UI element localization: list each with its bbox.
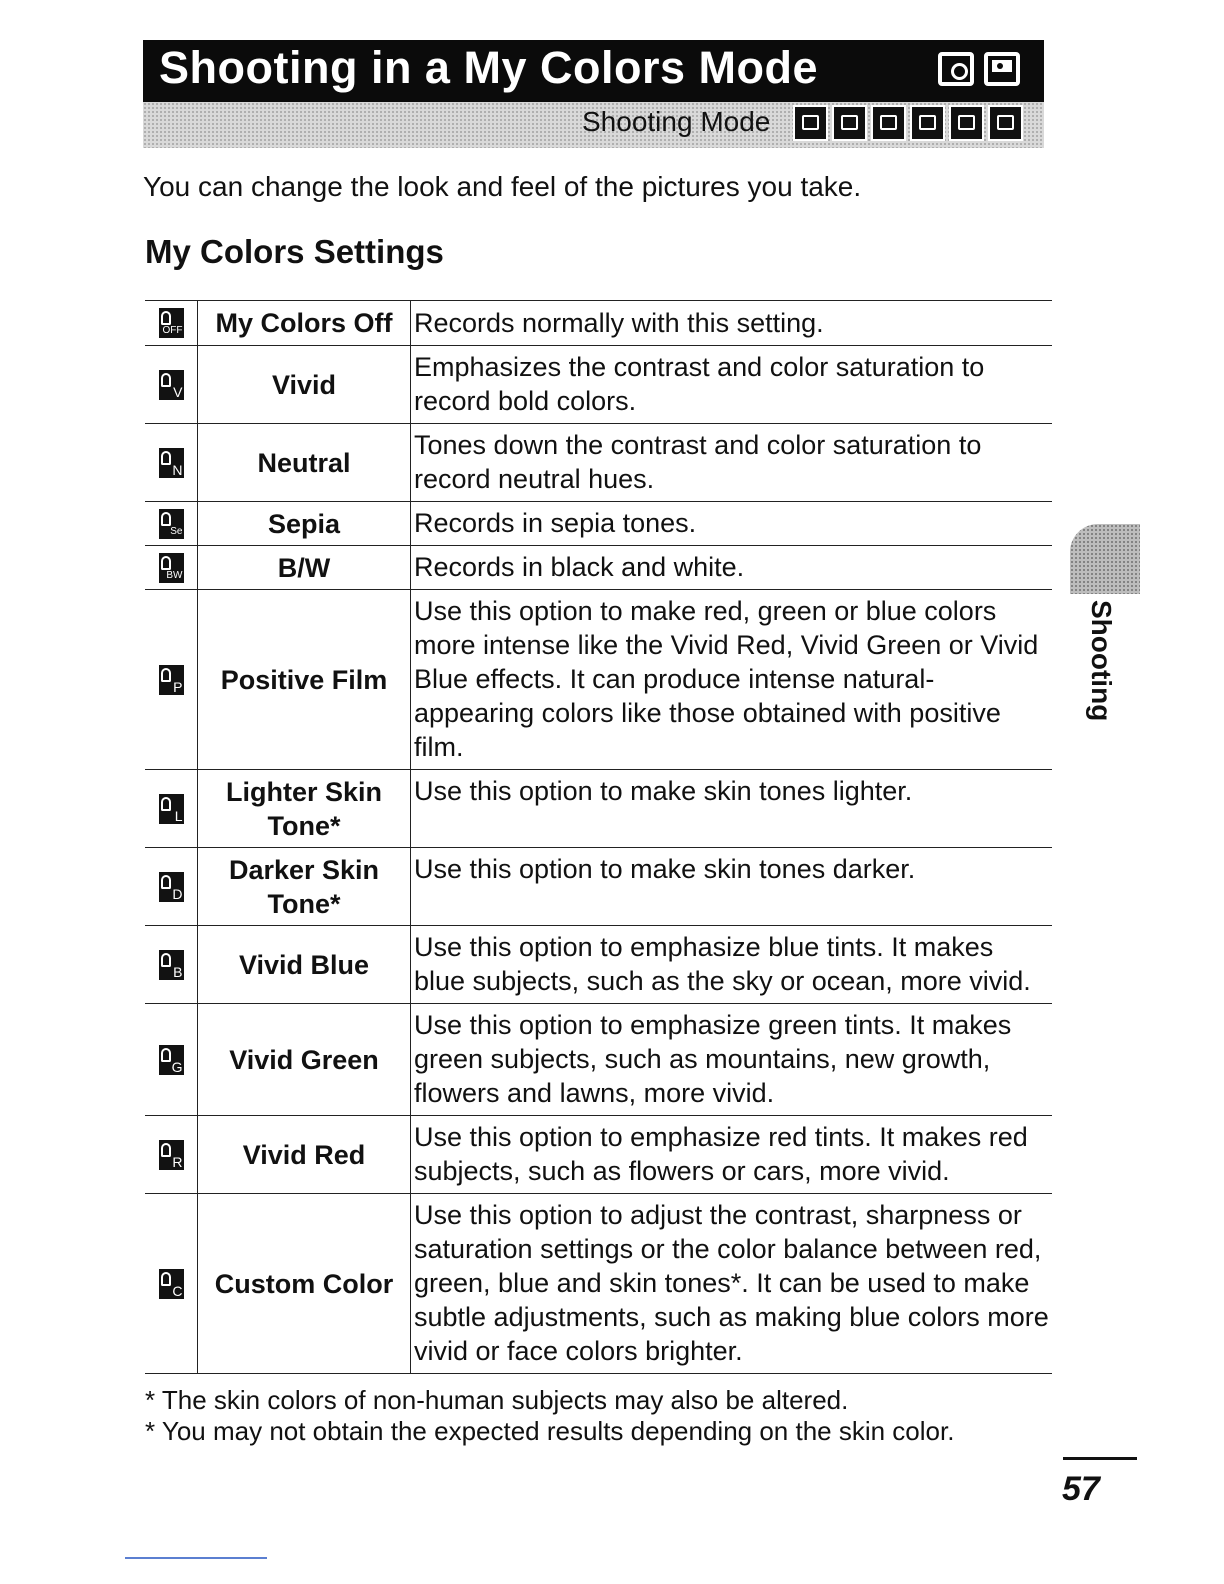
intro-text: You can change the look and feel of the pictures you take. xyxy=(143,171,862,202)
setting-name: Vivid Red xyxy=(198,1116,411,1194)
setting-description: Records in sepia tones. xyxy=(411,502,1053,546)
vivid-blue-icon: B xyxy=(159,950,184,980)
neutral-icon: N xyxy=(159,448,184,478)
setting-description: Tones down the contrast and color saturation to record neutral hues. xyxy=(411,424,1053,502)
setting-description: Use this option to make skin tones lighter. xyxy=(411,770,1053,848)
darker-skin-tone-icon: D xyxy=(159,872,184,902)
custom-color-icon: C xyxy=(159,1269,184,1299)
shooting-mode-bar xyxy=(143,102,1044,148)
kids-pets-mode-icon xyxy=(949,105,984,141)
footnote: * The skin colors of non-human subjects may also be altered. xyxy=(145,1385,849,1415)
page-number-rule xyxy=(1063,1457,1137,1460)
table-row xyxy=(145,301,1052,346)
setting-name: Sepia xyxy=(198,502,411,546)
setting-name: Neutral xyxy=(198,424,411,502)
table-row xyxy=(145,1194,1052,1374)
setting-description: Use this option to emphasize blue tints. It makes blue subjects, such as the sky or ocean, more vivid. xyxy=(411,926,1053,1004)
setting-name: Custom Color xyxy=(198,1194,411,1374)
table-row xyxy=(145,1004,1052,1116)
setting-description: Records normally with this setting. xyxy=(411,301,1053,346)
setting-description: Use this option to adjust the contrast, sharpness or saturation settings or the color balance between red, green, blue and skin tones*. It can be used to make subtle adjustments, such as making blue colors more vivid or face colors brighter. xyxy=(411,1194,1053,1374)
portrait-mode-icon xyxy=(832,105,867,141)
bw-icon: BW xyxy=(159,553,184,583)
special-scene-icon xyxy=(988,105,1023,141)
indoor-mode-icon xyxy=(871,105,906,141)
footnote: * You may not obtain the expected results depending on the skin color. xyxy=(145,1416,955,1446)
setting-description: Use this option to make red, green or blue colors more intense like the Vivid Red, Vivid Green or Vivid Blue effects. It can produce intense natural-appearing colors like those obtained with positive film. xyxy=(411,590,1053,770)
shooting-mode-icons xyxy=(793,105,1023,141)
table-row xyxy=(145,590,1052,770)
title-bar xyxy=(143,40,1044,102)
table-row xyxy=(145,926,1052,1004)
chapter-tab-label: Shooting xyxy=(1086,600,1117,722)
vivid-red-icon: R xyxy=(159,1140,184,1170)
table-row xyxy=(145,848,1052,926)
setting-name: Darker Skin Tone* xyxy=(198,848,411,926)
sepia-icon: Se xyxy=(159,509,184,539)
cm-mode-icon xyxy=(793,105,828,141)
table-row xyxy=(145,770,1052,848)
setting-name: Lighter Skin Tone* xyxy=(198,770,411,848)
setting-name: B/W xyxy=(198,546,411,590)
section-heading: My Colors Settings xyxy=(145,233,444,270)
my-colors-settings-table xyxy=(145,300,1052,1374)
page-number: 57 xyxy=(1062,1470,1100,1508)
setting-description: Records in black and white. xyxy=(411,546,1053,590)
setting-name: My Colors Off xyxy=(198,301,411,346)
table-row xyxy=(145,502,1052,546)
setting-name: Positive Film xyxy=(198,590,411,770)
my-colors-off-icon: OFF xyxy=(159,308,184,338)
setting-name: Vivid Blue xyxy=(198,926,411,1004)
table-row xyxy=(145,1116,1052,1194)
lighter-skin-tone-icon: L xyxy=(159,794,184,824)
scene-mode-icon xyxy=(910,105,945,141)
table-row xyxy=(145,424,1052,502)
setting-name: Vivid xyxy=(198,346,411,424)
shooting-mode-label: Shooting Mode xyxy=(582,106,771,137)
page-title: Shooting in a My Colors Mode xyxy=(159,42,818,93)
title-icons xyxy=(938,52,1020,86)
vivid-icon: V xyxy=(159,370,184,400)
setting-description: Use this option to emphasize red tints. It makes red subjects, such as flowers or cars, more vivid. xyxy=(411,1116,1053,1194)
camera-icon xyxy=(938,52,974,86)
chapter-tab xyxy=(1070,524,1140,594)
footnotes xyxy=(145,1385,954,1447)
table-row xyxy=(145,546,1052,590)
setting-name: Vivid Green xyxy=(198,1004,411,1116)
setting-description: Emphasizes the contrast and color saturation to record bold colors. xyxy=(411,346,1053,424)
table-row xyxy=(145,346,1052,424)
setting-description: Use this option to emphasize green tints. It makes green subjects, such as mountains, new growth, flowers and lawns, more vivid. xyxy=(411,1004,1053,1116)
vivid-green-icon: G xyxy=(159,1045,184,1075)
setting-description: Use this option to make skin tones darker. xyxy=(411,848,1053,926)
divider xyxy=(125,1557,267,1559)
movie-icon xyxy=(984,52,1020,86)
positive-film-icon: P xyxy=(159,665,184,695)
